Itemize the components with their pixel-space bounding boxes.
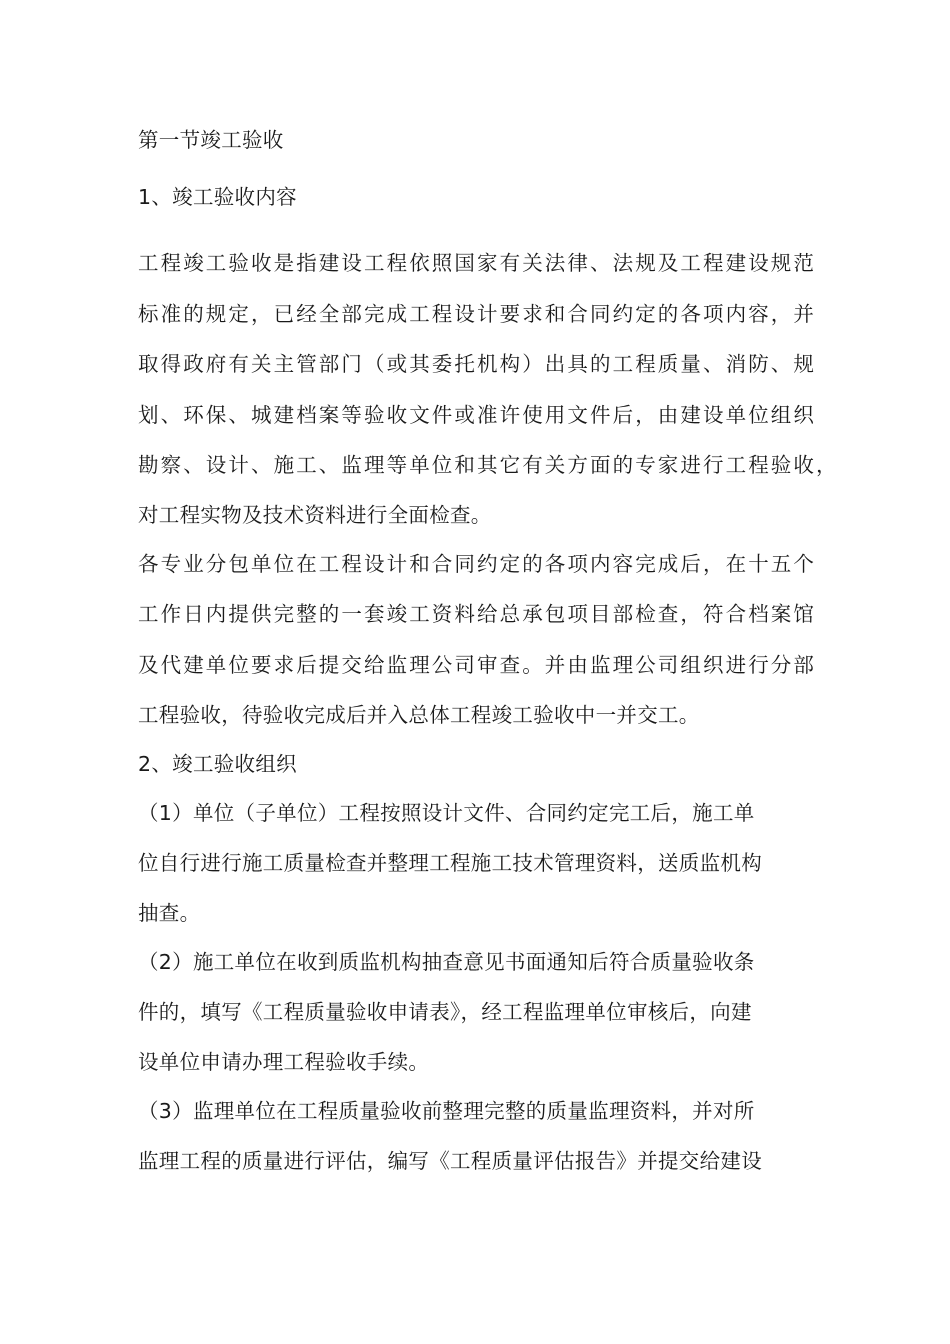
text-line: 取得政府有关主管部门（或其委托机构）出具的工程质量、消防、规 [138, 352, 816, 376]
text-line: 工程竣工验收是指建设工程依照国家有关法律、法规及工程建设规范 [138, 251, 816, 275]
text-line: 位自行进行施工质量检查并整理工程施工技术管理资料，送质监机构 [138, 851, 762, 875]
text-line: 勘察、设计、施工、监理等单位和其它有关方面的专家进行工程验收， [138, 453, 839, 477]
text-line: 划、环保、城建档案等验收文件或准许使用文件后，由建设单位组织 [138, 403, 816, 427]
text-line: 监理工程的质量进行评估，编写《工程质量评估报告》并提交给建设 [138, 1149, 762, 1173]
section-title: 第一节竣工验收 [138, 128, 284, 152]
text-line: 设单位申请办理工程验收手续。 [138, 1050, 430, 1074]
text-line: （3）监理单位在工程质量验收前整理完整的质量监理资料，并对所 [138, 1099, 755, 1123]
text-line: 对工程实物及技术资料进行全面检查。 [138, 503, 492, 527]
text-line: 标准的规定，已经全部完成工程设计要求和合同约定的各项内容，并 [138, 302, 816, 326]
text-line: 及代建单位要求后提交给监理公司审查。并由监理公司组织进行分部 [138, 653, 816, 677]
text-line: 工作日内提供完整的一套竣工资料给总承包项目部检查，符合档案馆 [138, 602, 816, 626]
text-line: （1）单位（子单位）工程按照设计文件、合同约定完工后，施工单 [138, 801, 755, 825]
text-line: （2）施工单位在收到质监机构抽查意见书面通知后符合质量验收条 [138, 950, 755, 974]
text-line: 抽查。 [138, 901, 201, 925]
text-line: 各专业分包单位在工程设计和合同约定的各项内容完成后，在十五个 [138, 552, 816, 576]
text-line: 工程验收，待验收完成后并入总体工程竣工验收中一并交工。 [138, 703, 700, 727]
text-line: 件的，填写《工程质量验收申请表》，经工程监理单位审核后，向建 [138, 1000, 752, 1024]
heading-completion-content: 1、竣工验收内容 [138, 185, 297, 209]
heading-completion-organization: 2、竣工验收组织 [138, 752, 297, 776]
